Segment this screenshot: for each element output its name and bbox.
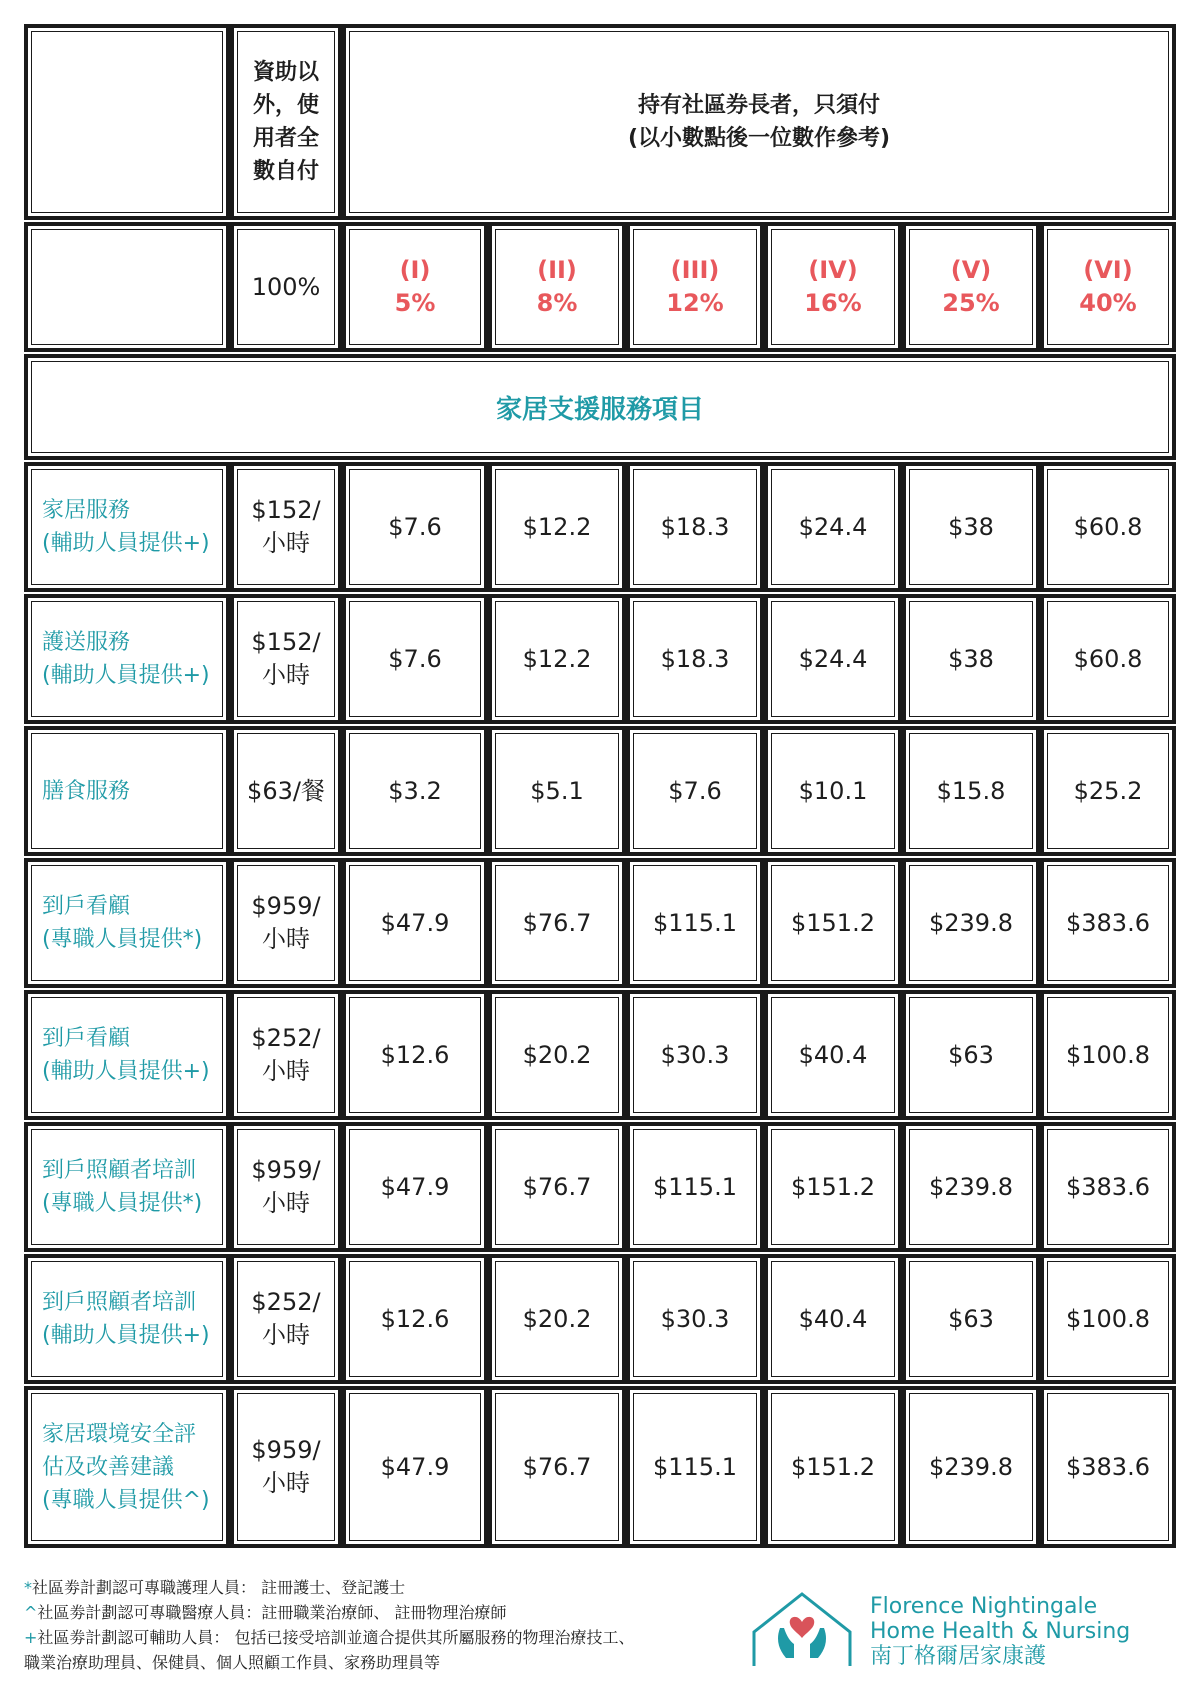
service-name-line: 家居環境安全評: [42, 1421, 197, 1447]
footnote: *社區劵計劃認可專職護理人員： 註冊護士、登記護士: [24, 1578, 406, 1597]
full-price-line: $959/: [251, 892, 321, 920]
full-price-line: $959/: [251, 1156, 321, 1184]
full-price-line: $959/: [251, 1436, 321, 1464]
full-price-line: $63/餐: [247, 776, 325, 805]
service-name-cell: [24, 1386, 230, 1548]
voucher-price-cell: $151.2: [764, 858, 902, 988]
voucher-price-cell: $38: [902, 462, 1040, 592]
full-price-cell: [230, 1386, 342, 1548]
level-header-cell: [1040, 222, 1176, 352]
service-name-cell: [24, 858, 230, 988]
voucher-price-cell: $40.4: [764, 990, 902, 1120]
service-name-line: (專職人員提供*): [42, 1191, 203, 1216]
voucher-price-cell: $383.6: [1040, 1386, 1176, 1548]
level-label: (II): [537, 256, 577, 284]
voucher-price-cell: $20.2: [488, 1254, 626, 1384]
voucher-price-cell: $18.3: [626, 462, 764, 592]
level-label: (VI): [1083, 256, 1133, 284]
full-price-line: $152/: [251, 496, 321, 524]
voucher-price-cell: $20.2: [488, 990, 626, 1120]
service-name-cell: [24, 594, 230, 724]
service-name-cell: [24, 990, 230, 1120]
voucher-price-cell: $63: [902, 1254, 1040, 1384]
full-price-cell: [230, 726, 342, 856]
voucher-price-cell: $25.2: [1040, 726, 1176, 856]
voucher-price-cell: $100.8: [1040, 1254, 1176, 1384]
voucher-price-cell: $12.6: [342, 990, 488, 1120]
full-price-cell: [230, 462, 342, 592]
voucher-price-cell: $12.6: [342, 1254, 488, 1384]
level-percent: 25%: [942, 289, 1000, 317]
voucher-price-cell: $40.4: [764, 1254, 902, 1384]
service-name-cell: [24, 1254, 230, 1384]
level-label: (IV): [808, 256, 858, 284]
level-percent: 16%: [804, 289, 862, 317]
house-hands-heart-icon: [750, 1588, 860, 1668]
voucher-price-cell: $100.8: [1040, 990, 1176, 1120]
voucher-price-cell: $12.2: [488, 594, 626, 724]
service-name-line: (輔助人員提供+): [42, 1059, 210, 1084]
voucher-price-cell: $239.8: [902, 1386, 1040, 1548]
full-price-cell: [230, 1122, 342, 1252]
section-title: 家居支援服務項目: [24, 354, 1176, 460]
footnote: ^社區劵計劃認可專職醫療人員：註冊職業治療師、 註冊物理治療師: [24, 1603, 507, 1622]
level-label: (III): [670, 256, 720, 284]
service-name-line: 護送服務: [42, 630, 131, 655]
full-price-line: 小時: [261, 661, 310, 689]
voucher-price-cell: $30.3: [626, 1254, 764, 1384]
rates-empty-cell: [24, 222, 230, 352]
service-name-line: 到戶照顧者培訓: [42, 1290, 197, 1315]
footnote: 職業治療助理員、保健員、個人照顧工作員、家務助理員等: [24, 1653, 441, 1672]
service-name-line: (輔助人員提供+): [42, 531, 210, 556]
level-label: (V): [950, 256, 992, 284]
voucher-price-cell: $383.6: [1040, 858, 1176, 988]
full-price-line: 小時: [261, 529, 310, 557]
voucher-price-cell: $7.6: [626, 726, 764, 856]
footnotes: [24, 1575, 635, 1675]
service-name-line: (專職人員提供^): [42, 1487, 210, 1513]
full-price-line: 小時: [261, 925, 310, 953]
service-name-line: 膳食服務: [42, 778, 131, 804]
voucher-price-cell: $115.1: [626, 1386, 764, 1548]
voucher-price-cell: $47.9: [342, 858, 488, 988]
voucher-price-cell: $7.6: [342, 462, 488, 592]
service-name-line: 到戶照顧者培訓: [42, 1158, 197, 1183]
level-percent: 8%: [536, 289, 578, 317]
level-header-cell: [902, 222, 1040, 352]
full-price-line: 小時: [261, 1321, 310, 1349]
service-name-cell: [24, 726, 230, 856]
full-price-cell: [230, 990, 342, 1120]
service-name-line: (專職人員提供*): [42, 927, 203, 952]
service-name-line: (輔助人員提供+): [42, 1323, 210, 1348]
voucher-price-cell: $10.1: [764, 726, 902, 856]
full-price-line: 小時: [261, 1469, 310, 1497]
full-price-cell: [230, 1254, 342, 1384]
brand-logo: Florence Nightingale Home Health & Nursing 南丁格爾居家康護: [870, 1594, 1131, 1669]
voucher-price-cell: $47.9: [342, 1122, 488, 1252]
level-header-cell: [626, 222, 764, 352]
level-header-cell: [764, 222, 902, 352]
service-name-cell: [24, 462, 230, 592]
voucher-price-cell: $115.1: [626, 858, 764, 988]
footnote: +社區劵計劃認可輔助人員： 包括已接受培訓並適合提供其所屬服務的物理治療技工、: [24, 1628, 635, 1647]
self-pay-percent: 100%: [230, 222, 342, 352]
full-price-cell: [230, 858, 342, 988]
voucher-price-cell: $151.2: [764, 1122, 902, 1252]
full-price-line: $152/: [251, 628, 321, 656]
voucher-price-cell: $5.1: [488, 726, 626, 856]
service-name-line: 到戶看顧: [42, 894, 131, 919]
level-header-cell: [488, 222, 626, 352]
header-empty-cell: [24, 24, 230, 220]
voucher-price-cell: $76.7: [488, 1122, 626, 1252]
full-price-cell: [230, 594, 342, 724]
voucher-price-cell: $60.8: [1040, 462, 1176, 592]
service-name-line: (輔助人員提供+): [42, 663, 210, 688]
level-percent: 5%: [394, 289, 436, 317]
voucher-price-cell: $15.8: [902, 726, 1040, 856]
self-pay-header: 資助以 外，使 用者全 數自付: [230, 24, 342, 220]
voucher-price-cell: $24.4: [764, 594, 902, 724]
voucher-price-cell: $76.7: [488, 858, 626, 988]
level-label: (I): [399, 256, 431, 284]
full-price-line: 小時: [261, 1057, 310, 1085]
voucher-price-cell: $76.7: [488, 1386, 626, 1548]
voucher-price-cell: $3.2: [342, 726, 488, 856]
voucher-price-cell: $7.6: [342, 594, 488, 724]
level-header-cell: [342, 222, 488, 352]
voucher-price-cell: $24.4: [764, 462, 902, 592]
full-price-line: $252/: [251, 1288, 321, 1316]
full-price-line: 小時: [261, 1189, 310, 1217]
voucher-price-cell: $38: [902, 594, 1040, 724]
voucher-price-cell: $239.8: [902, 858, 1040, 988]
voucher-price-cell: $30.3: [626, 990, 764, 1120]
voucher-price-cell: $47.9: [342, 1386, 488, 1548]
voucher-price-cell: $60.8: [1040, 594, 1176, 724]
voucher-price-cell: $63: [902, 990, 1040, 1120]
service-name-cell: [24, 1122, 230, 1252]
service-name-line: 家居服務: [42, 498, 131, 523]
voucher-price-cell: $239.8: [902, 1122, 1040, 1252]
level-percent: 12%: [666, 289, 724, 317]
voucher-price-cell: $12.2: [488, 462, 626, 592]
voucher-price-cell: $115.1: [626, 1122, 764, 1252]
voucher-price-cell: $151.2: [764, 1386, 902, 1548]
service-name-line: 估及改善建議: [42, 1454, 175, 1480]
voucher-header: 持有社區券長者，只須付 (以小數點後一位數作參考): [342, 24, 1176, 220]
voucher-price-cell: $383.6: [1040, 1122, 1176, 1252]
level-percent: 40%: [1079, 289, 1137, 317]
service-name-line: 到戶看顧: [42, 1026, 131, 1051]
full-price-line: $252/: [251, 1024, 321, 1052]
voucher-price-cell: $18.3: [626, 594, 764, 724]
